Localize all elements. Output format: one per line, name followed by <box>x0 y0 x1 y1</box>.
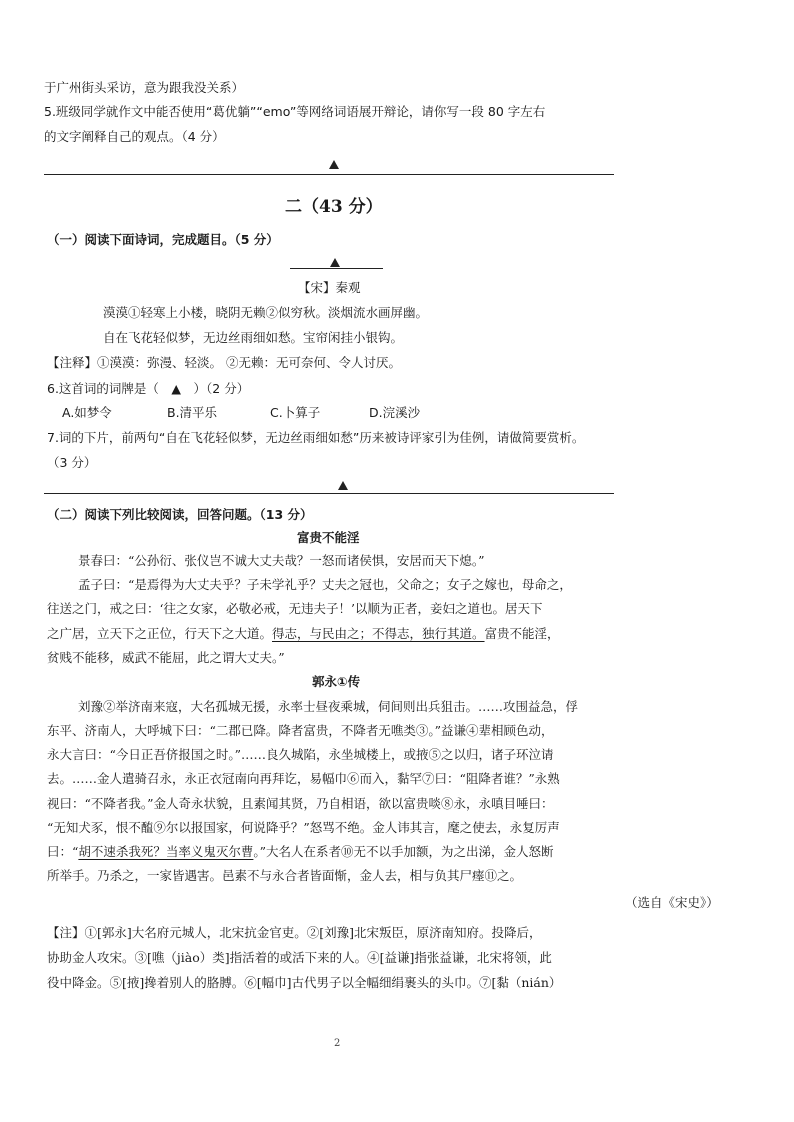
text1-line-4-start: 之广居，立天下之正位，行天下之大道。 <box>47 626 273 641</box>
poem-author: 【宋】秦观 <box>298 280 361 295</box>
part1-heading: （一）阅读下面诗词，完成题目。（5 分） <box>47 232 279 247</box>
answer-triangle-icon <box>329 160 339 169</box>
text2-line-7-end: 。”大名人在系者⑩无不以手加额，为之出涕，金人怒断 <box>253 844 554 859</box>
text2-line-3: 永大言曰：“今日正吾侪报国之时。”……良久城陷，永坐城楼上，或掖⑤之以归，诸子环泣请 <box>47 747 554 762</box>
q6-option-a: A.如梦令 <box>62 405 112 420</box>
poem-notes: 【注释】①漠漠：弥漫、轻淡。 ②无赖：无可奈何、令人讨厌。 <box>47 355 401 370</box>
notes-line-2: 协助金人攻宋。③[噍（jiào）类]指活着的或活下来的人。④[益谦]指张益谦，北宋将领，此 <box>47 950 552 965</box>
section-2-title: 二（43 分） <box>285 197 383 217</box>
prev-continuation: 于广州街头采访，意为跟我没关系） <box>44 80 245 95</box>
answer-triangle-icon <box>338 481 348 490</box>
blank-triangle-icon <box>330 258 340 267</box>
text1-line-4 <box>47 626 560 642</box>
answer-line <box>44 493 614 494</box>
answer-line <box>44 174 614 175</box>
text2-underlined-sentence: 胡不速杀我死？当率义鬼灭尔曹 <box>78 844 254 859</box>
text1-line-1: 景春曰：“公孙衍、张仪岂不诚大丈夫哉？一怒而诸侯惧，安居而天下熄。” <box>78 553 485 568</box>
text2-source: （选自《宋史》） <box>625 895 719 910</box>
text1-line-4-end: 富贵不能淫， <box>484 626 560 641</box>
notes-line-3: 役中降金。⑤[掖]搀着别人的胳膊。⑥[幅巾]古代男子以全幅细绢裹头的头巾。⑦[黏（nián） <box>47 975 562 990</box>
text2-line-2: 东平、济南人，大呼城下曰：“二郡已降。降者富贵，不降者无噍类③。”益谦④辈相顾色动， <box>47 723 554 738</box>
question-5-line1: 5.班级同学就作文中能否使用“葛优躺”“emo”等网络词语展开辩论，请你写一段 80 字左右 <box>44 104 546 119</box>
text1-line-5: 贫贱不能移，威武不能屈，此之谓大丈夫。” <box>47 650 285 665</box>
question-6: 6.这首词的词牌是（ ▲ ）（2 分） <box>47 381 250 396</box>
q6-option-c: C.卜算子 <box>270 405 321 420</box>
poem-line-1: 漠漠①轻寒上小楼，晓阴无赖②似穷秋。淡烟流水画屏幽。 <box>103 305 429 320</box>
text2-line-7-start: 曰：“ <box>47 844 79 859</box>
text1-underlined-sentence: 得志，与民由之；不得志，独行其道。 <box>272 626 485 641</box>
question-7-line2: （3 分） <box>47 455 97 470</box>
text2-title: 郭永①传 <box>312 674 361 689</box>
poem-line-2: 自在飞花轻似梦，无边丝雨细如愁。宝帘闲挂小银钩。 <box>103 330 404 345</box>
text1-line-3: 往送之门，戒之曰：‘往之女家，必敬必戒，无违夫子！’以顺为正者，妾妇之道也。居天下 <box>47 601 543 616</box>
text2-line-8: 所举手。乃杀之，一家皆遇害。邑素不与永合者皆面惭，金人去，相与负其尸瘗⑪之。 <box>47 868 523 883</box>
text1-title: 富贵不能淫 <box>297 530 360 545</box>
text2-line-7 <box>47 844 554 860</box>
text2-line-4: 去。……金人遣骑召永，永正衣冠南向再拜讫，易幅巾⑥而入，黏罕⑦曰：“阻降者谁？”永熟 <box>47 771 560 786</box>
text2-line-6: “无知犬豕，恨不醢⑨尔以报国家，何说降乎？”怒骂不绝。金人讳其言，麾之使去，永复厉声 <box>47 820 560 835</box>
text2-line-5: 视曰：“不降者我。”金人奇永状貌，且素闻其贤，乃自相语，欲以富贵啖⑧永，永嗔目唾曰： <box>47 796 554 811</box>
text1-line-2: 孟子曰：“是焉得为大丈夫乎？子未学礼乎？丈夫之冠也，父命之；女子之嫁也，母命之， <box>78 577 572 592</box>
q6-option-b: B.清平乐 <box>167 405 218 420</box>
blank-line <box>290 268 383 269</box>
text2-line-1: 刘豫②举济南来寇，大名孤城无援，永率士昼夜乘城，伺间则出兵狙击。……攻围益急，俘 <box>78 699 579 714</box>
question-5-line2: 的文字阐释自己的观点。（4 分） <box>44 129 225 144</box>
page-number: 2 <box>334 1038 341 1049</box>
question-7-line1: 7.词的下片，前两句“自在飞花轻似梦，无边丝雨细如愁”历来被诗评家引为佳例，请做简要赏析。 <box>47 430 585 445</box>
part2-heading: （二）阅读下列比较阅读，回答问题。（13 分） <box>47 507 313 522</box>
q6-option-d: D.浣溪沙 <box>369 405 421 420</box>
notes-line-1: 【注】①[郭永]大名府元城人，北宋抗金官吏。②[刘豫]北宋叛臣，原济南知府。投降后， <box>47 925 542 940</box>
